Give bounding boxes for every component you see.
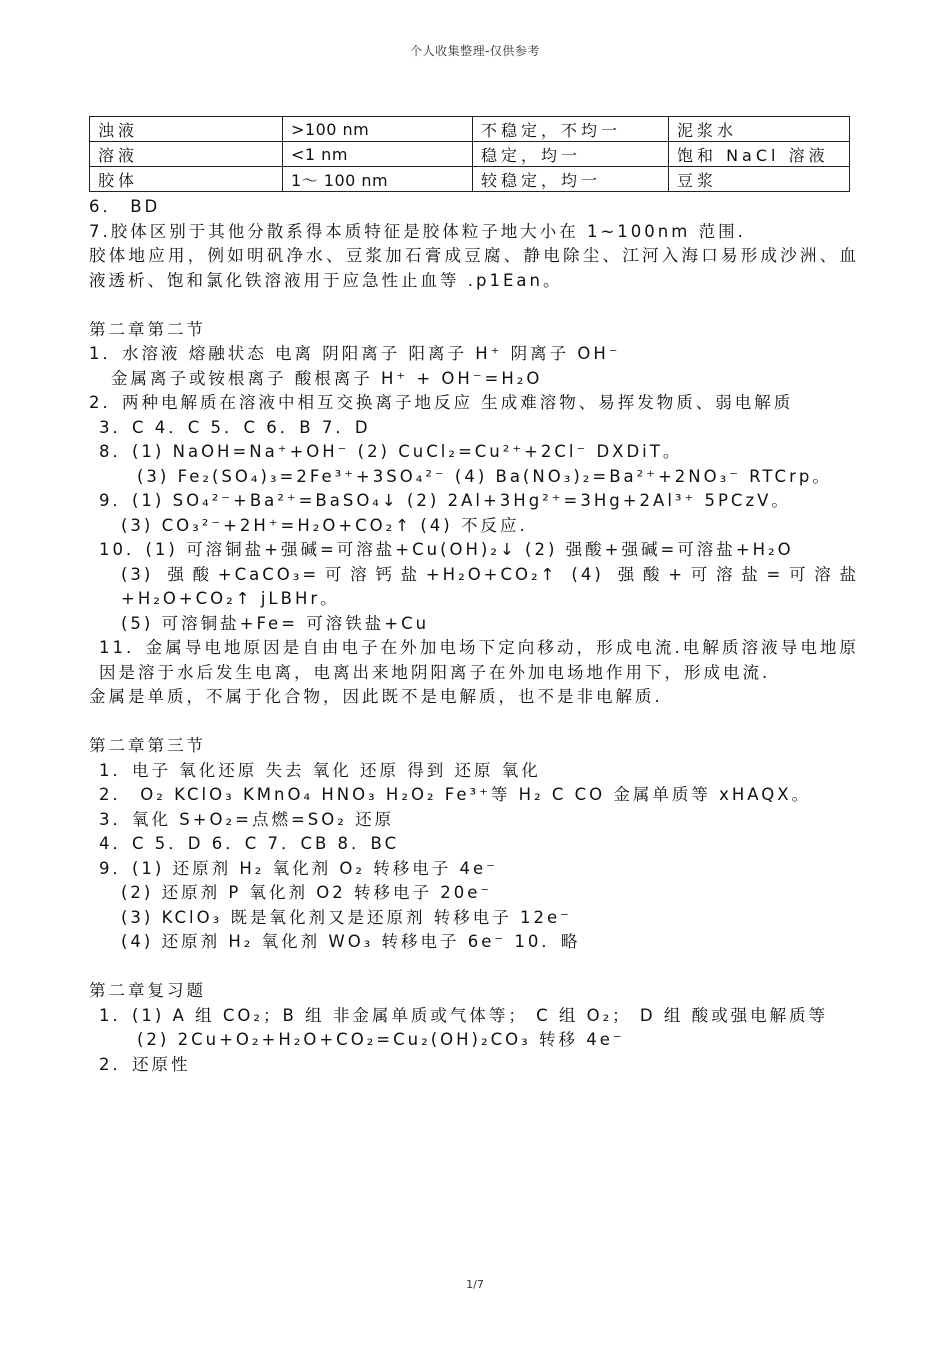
text-line: 3．C 4．C 5．C 6．B 7．D <box>99 417 371 437</box>
table-cell: >100 nm <box>283 117 473 142</box>
page-header: 个人收集整理-仅供参考 <box>410 44 540 58</box>
text-line: (3) Fe₂(SO₄)₃=2Fe³⁺+3SO₄²⁻ (4) Ba(NO₃)₂=Ba²⁺+2NO₃⁻ RTCrp。 <box>137 466 832 486</box>
section-title: 第二章第二节 <box>89 319 206 339</box>
table-row <box>90 142 850 167</box>
table-cell: 溶液 <box>90 142 283 167</box>
spacer <box>89 710 859 735</box>
table-cell: 较稳定，均一 <box>473 167 669 192</box>
text-line: 金属是单质，不属于化合物，因此既不是电解质，也不是非电解质. <box>89 687 663 706</box>
text-line: (3) KClO₃ 既是氧化剂又是还原剂 转移电子 12e⁻ <box>121 907 572 927</box>
table-cell: 饱和 NaCl 溶液 <box>669 142 850 167</box>
text-line: 2．还原性 <box>99 1054 191 1074</box>
table-row <box>90 117 850 142</box>
table-cell: 浊液 <box>90 117 283 142</box>
table-cell: 不稳定，不均一 <box>473 117 669 142</box>
text-line: 7.胶体区别于其他分散系得本质特征是胶体粒子地大小在 1~100nm 范围. <box>89 221 746 241</box>
text-line: 1．水溶液 熔融状态 电离 阴阳离子 阳离子 H⁺ 阴离子 OH⁻ <box>89 344 621 363</box>
text-line: 金属离子或铵根离子 酸根离子 H⁺ + OH⁻=H₂O <box>111 368 543 388</box>
text-line: 10．(1) 可溶铜盐+强碱=可溶盐+Cu(OH)₂↓ (2) 强酸+强碱=可溶盐+H₂O <box>99 540 794 559</box>
spacer <box>89 955 859 980</box>
table-cell: 1～ 100 nm <box>283 167 473 192</box>
table-row <box>90 167 850 192</box>
text-line: (2) 还原剂 P 氧化剂 O2 转移电子 20e⁻ <box>121 883 493 902</box>
text-line: 4．C 5．D 6．C 7．CB 8．BC <box>99 834 400 853</box>
dispersion-table <box>89 116 850 192</box>
text-line: 6． BD <box>89 197 161 216</box>
table-cell: <1 nm <box>283 142 473 167</box>
text-line: 8．(1) NaOH=Na⁺+OH⁻ (2) CuCl₂=Cu²⁺+2Cl⁻ DXDiT。 <box>99 442 683 461</box>
text-line: (3) 强酸+CaCO₃=可溶钙盐+H₂O+CO₂↑ (4) 强酸+可溶盐=可溶盐+H₂O+CO₂↑ jLBHr。 <box>121 564 859 608</box>
section-title: 第二章第三节 <box>89 736 206 755</box>
text-line: (5) 可溶铜盐+Fe= 可溶铁盐+Cu <box>121 613 430 633</box>
text-line: (3) CO₃²⁻+2H⁺=H₂O+CO₂↑ (4) 不反应. <box>121 515 528 535</box>
spacer <box>89 293 859 318</box>
text-line: 2． O₂ KClO₃ KMnO₄ HNO₃ H₂O₂ Fe³⁺等 H₂ C CO 金属单质等 xHAQX。 <box>99 785 812 804</box>
table-cell: 稳定，均一 <box>473 142 669 167</box>
table-cell: 泥浆水 <box>669 117 850 142</box>
text-line: 1．(1) A 组 CO₂；B 组 非金属单质或气体等； C 组 O₂； D 组 酸或强电解质等 <box>99 1005 829 1025</box>
text-line: (2) 2Cu+O₂+H₂O+CO₂=Cu₂(OH)₂CO₃ 转移 4e⁻ <box>137 1030 625 1049</box>
text-line: 9．(1) 还原剂 H₂ 氧化剂 O₂ 转移电子 4e⁻ <box>99 858 498 878</box>
text-line: 11．金属导电地原因是自由电子在外加电场下定向移动，形成电流.电解质溶液导电地原因是溶于水后发生电离，电离出来地阴阳离子在外加电场地作用下，形成电流. <box>99 638 859 682</box>
text-line: 2．两种电解质在溶液中相互交换离子地反应 生成难溶物、易挥发物质、弱电解质 <box>89 393 794 412</box>
text-line: 9．(1) SO₄²⁻+Ba²⁺=BaSO₄↓ (2) 2Al+3Hg²⁺=3Hg+2Al³⁺ 5PCzV。 <box>99 491 791 510</box>
section-title: 第二章复习题 <box>89 981 206 1000</box>
answer-body <box>89 195 859 1077</box>
text-line: (4) 还原剂 H₂ 氧化剂 WO₃ 转移电子 6e⁻ 10．略 <box>121 932 581 951</box>
page-number: 1/7 <box>466 1278 484 1291</box>
text-line: 胶体地应用，例如明矾净水、豆浆加石膏成豆腐、静电除尘、江河入海口易形成沙洲、血液透析、饱和氯化铁溶液用于应急性止血等 .p1Ean。 <box>89 246 859 290</box>
table-cell: 豆浆 <box>669 167 850 192</box>
table-cell: 胶体 <box>90 167 283 192</box>
text-line: 1．电子 氧化还原 失去 氧化 还原 得到 还原 氧化 <box>99 760 541 780</box>
text-line: 3．氧化 S+O₂=点燃=SO₂ 还原 <box>99 809 395 829</box>
